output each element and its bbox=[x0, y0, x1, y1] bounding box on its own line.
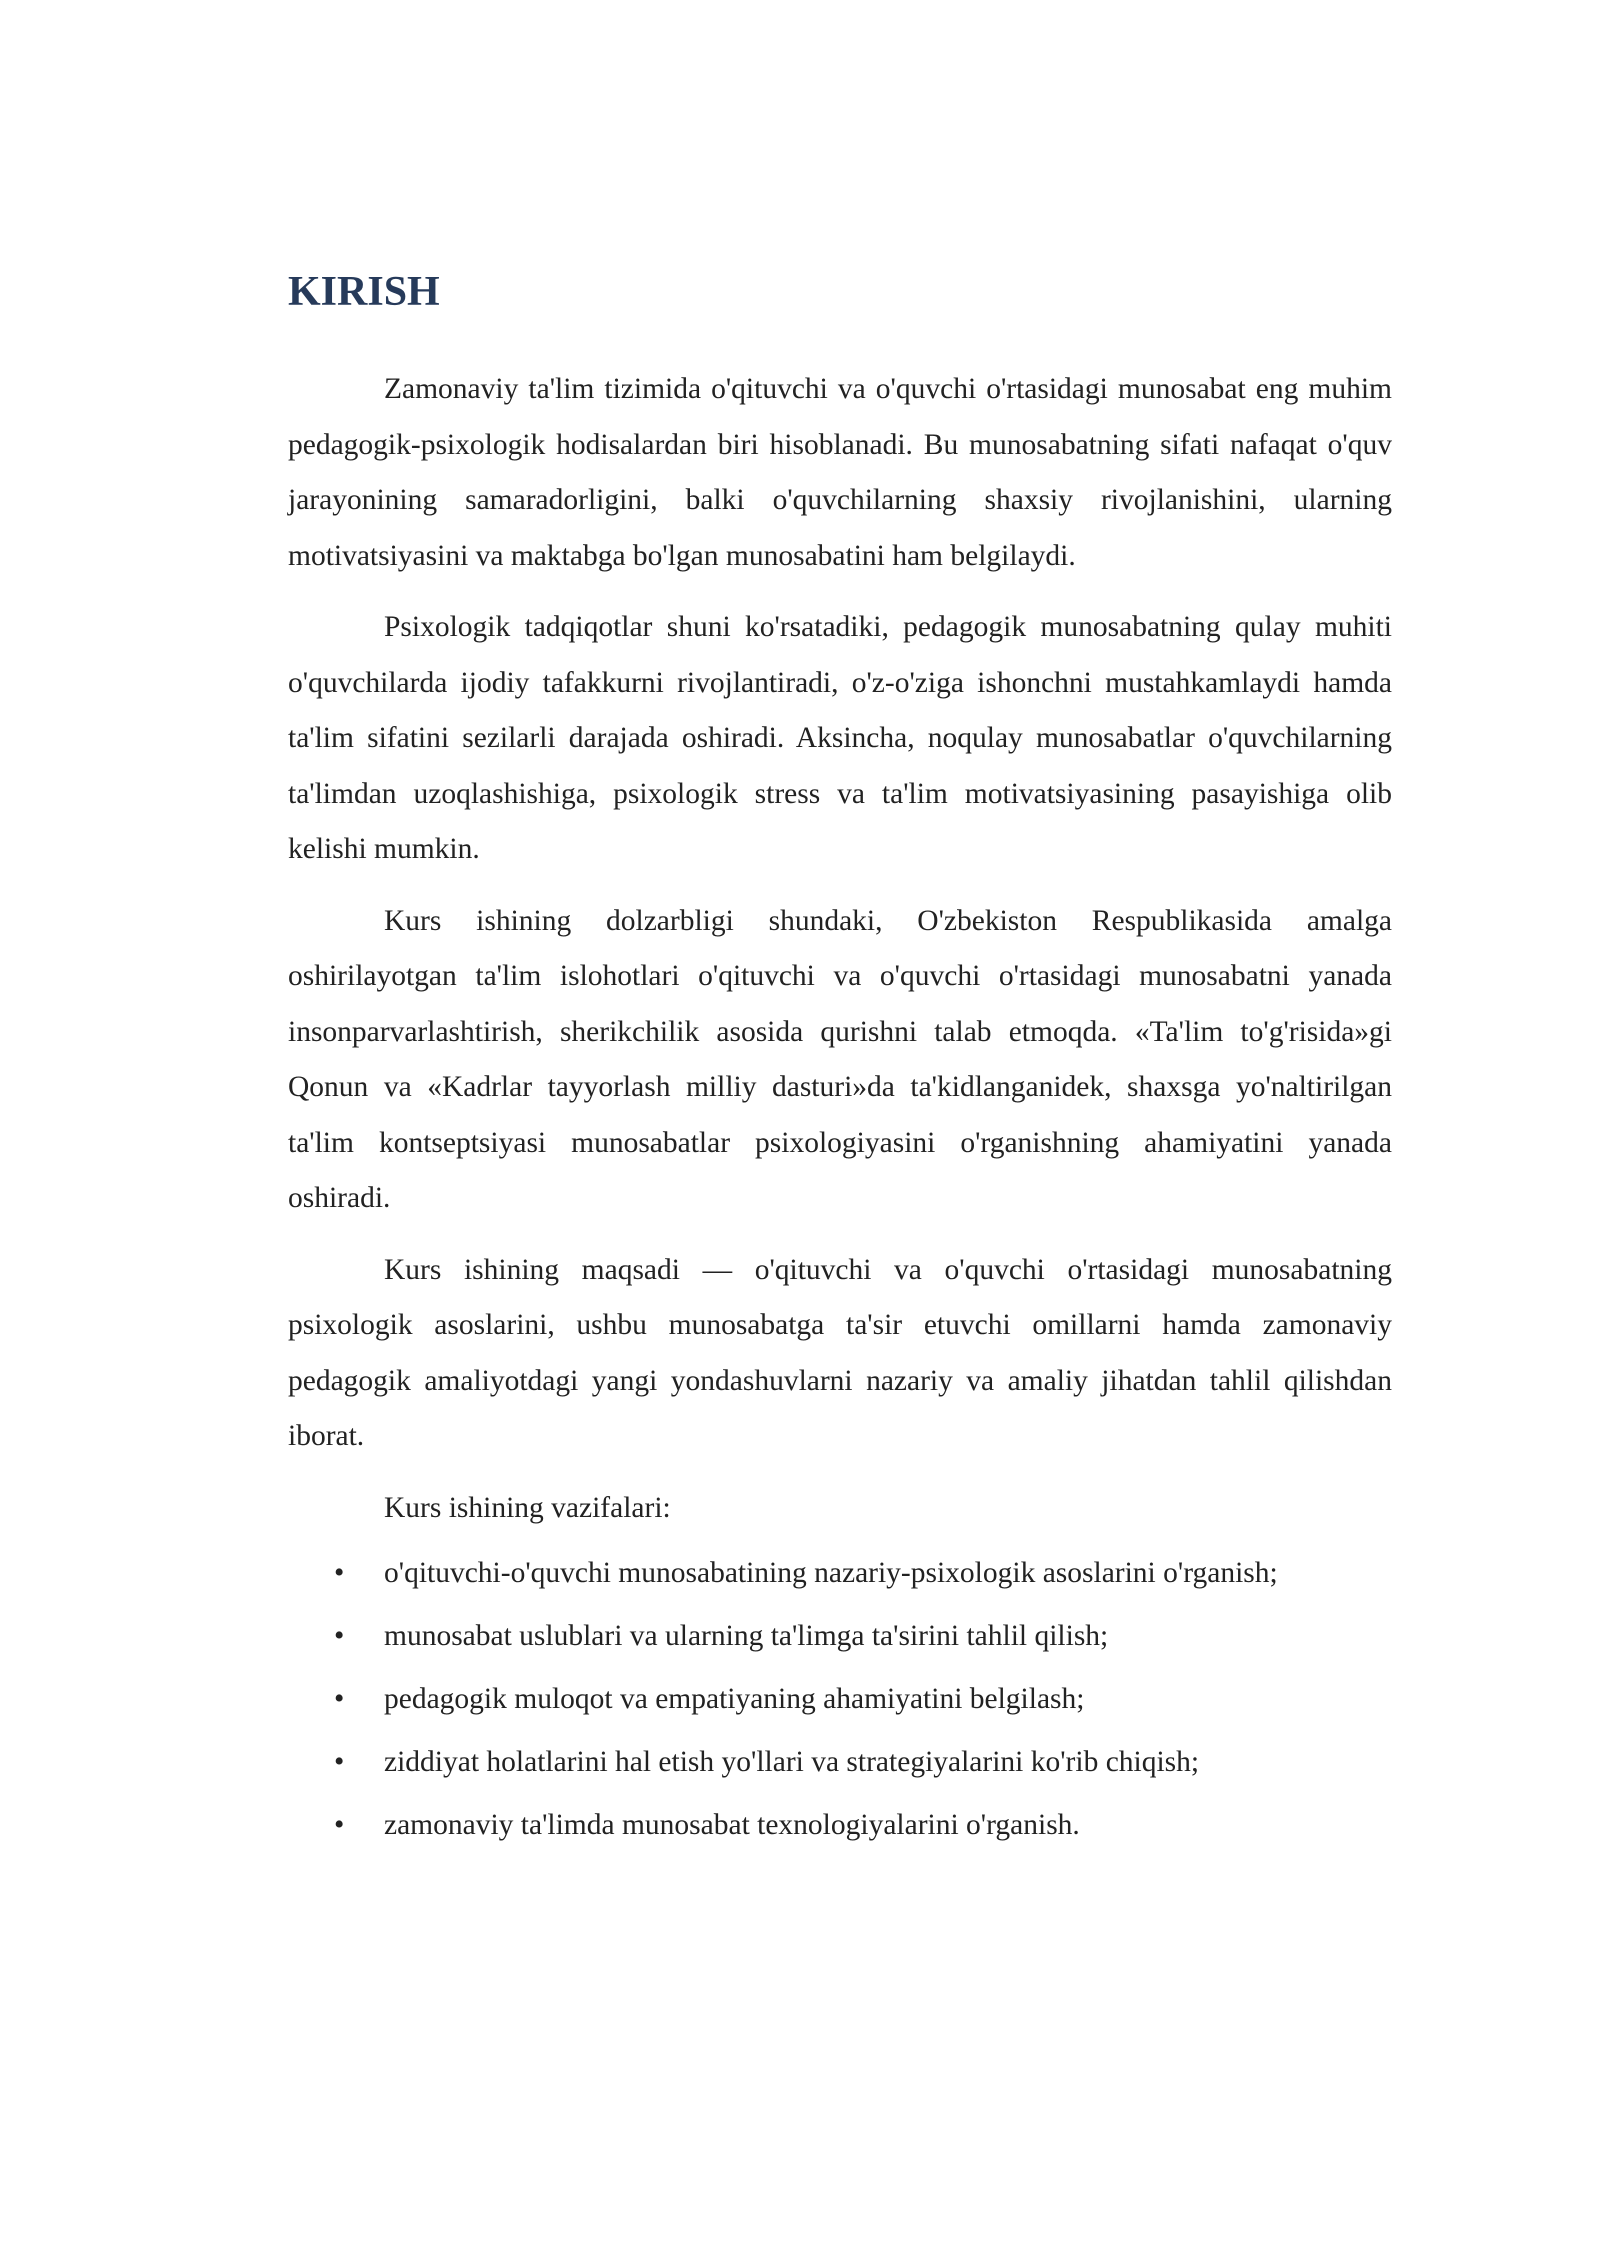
section-heading: KIRISH bbox=[288, 269, 440, 315]
bullet-icon: • bbox=[334, 1809, 345, 1841]
tasks-title: Kurs ishining vazifalari: bbox=[384, 1491, 671, 1524]
list-item-text: zamonaviy ta'limda munosabat texnologiyalarini o'rganish. bbox=[384, 1809, 1080, 1841]
bullet-icon: • bbox=[334, 1746, 345, 1778]
bullet-icon: • bbox=[334, 1557, 345, 1589]
list-item bbox=[288, 1731, 1392, 1794]
paragraph-research: Psixologik tadqiqotlar shuni ko'rsatadiki, pedagogik munosabatning qulay muhiti o'quvchilarda ijodiy tafakkurni rivojlantiradi, o'z-o'ziga ishonchni mustahkamlaydi hamda ta'lim sifatini sezilarli darajada oshiradi. Aksincha, noqulay munosabatlar o'quvchilarning ta'limdan uzoqlashishiga, psixologik stress va ta'lim motivatsiyasining pasayishiga olib kelishi mumkin. bbox=[288, 611, 1392, 865]
list-item bbox=[288, 1542, 1392, 1605]
list-item bbox=[288, 1794, 1392, 1857]
tasks-list bbox=[288, 1542, 1392, 1857]
bullet-icon: • bbox=[334, 1620, 345, 1652]
bullet-icon: • bbox=[334, 1683, 345, 1715]
paragraph-relevance: Kurs ishining dolzarbligi shundaki, O'zbekiston Respublikasida amalga oshirilayotgan ta'lim islohotlari o'qituvchi va o'quvchi o'rtasidagi munosabatni yanada insonparvarlashtirish, sherikchilik asosida qurishni talab etmoqda. «Ta'lim to'g'risida»gi Qonun va «Kadrlar tayyorlash milliy dasturi»da ta'kidlanganidek, shaxsga yo'naltirilgan ta'lim kontseptsiyasi munosabatlar psixologiyasini o'rganishning ahamiyatini yanada oshiradi. bbox=[288, 904, 1392, 1214]
list-item-text: pedagogik muloqot va empatiyaning ahamiyatini belgilash; bbox=[384, 1683, 1085, 1715]
list-item bbox=[288, 1668, 1392, 1731]
list-item bbox=[288, 1605, 1392, 1668]
list-item-text: o'qituvchi-o'quvchi munosabatining nazariy-psixologik asoslarini o'rganish; bbox=[384, 1557, 1278, 1589]
document-page bbox=[288, 262, 1392, 1857]
list-item-text: ziddiyat holatlarini hal etish yo'llari va strategiyalarini ko'rib chiqish; bbox=[384, 1746, 1200, 1778]
paragraph-goal: Kurs ishining maqsadi — o'qituvchi va o'quvchi o'rtasidagi munosabatning psixologik asoslarini, ushbu munosabatga ta'sir etuvchi omillarni hamda zamonaviy pedagogik amaliyotdagi yangi yondashuvlarni nazariy va amaliy jihatdan tahlil qilishdan iborat. bbox=[288, 1253, 1392, 1452]
paragraph-intro: Zamonaviy ta'lim tizimida o'qituvchi va o'quvchi o'rtasidagi munosabat eng muhim pedagogik-psixologik hodisalardan biri hisoblanadi. Bu munosabatning sifati nafaqat o'quv jarayonining samaradorligini, balki o'quvchilarning shaxsiy rivojlanishini, ularning motivatsiyasini va maktabga bo'lgan munosabatini ham belgilaydi. bbox=[288, 373, 1392, 572]
list-item-text: munosabat uslublari va ularning ta'limga ta'sirini tahlil qilish; bbox=[384, 1620, 1109, 1652]
